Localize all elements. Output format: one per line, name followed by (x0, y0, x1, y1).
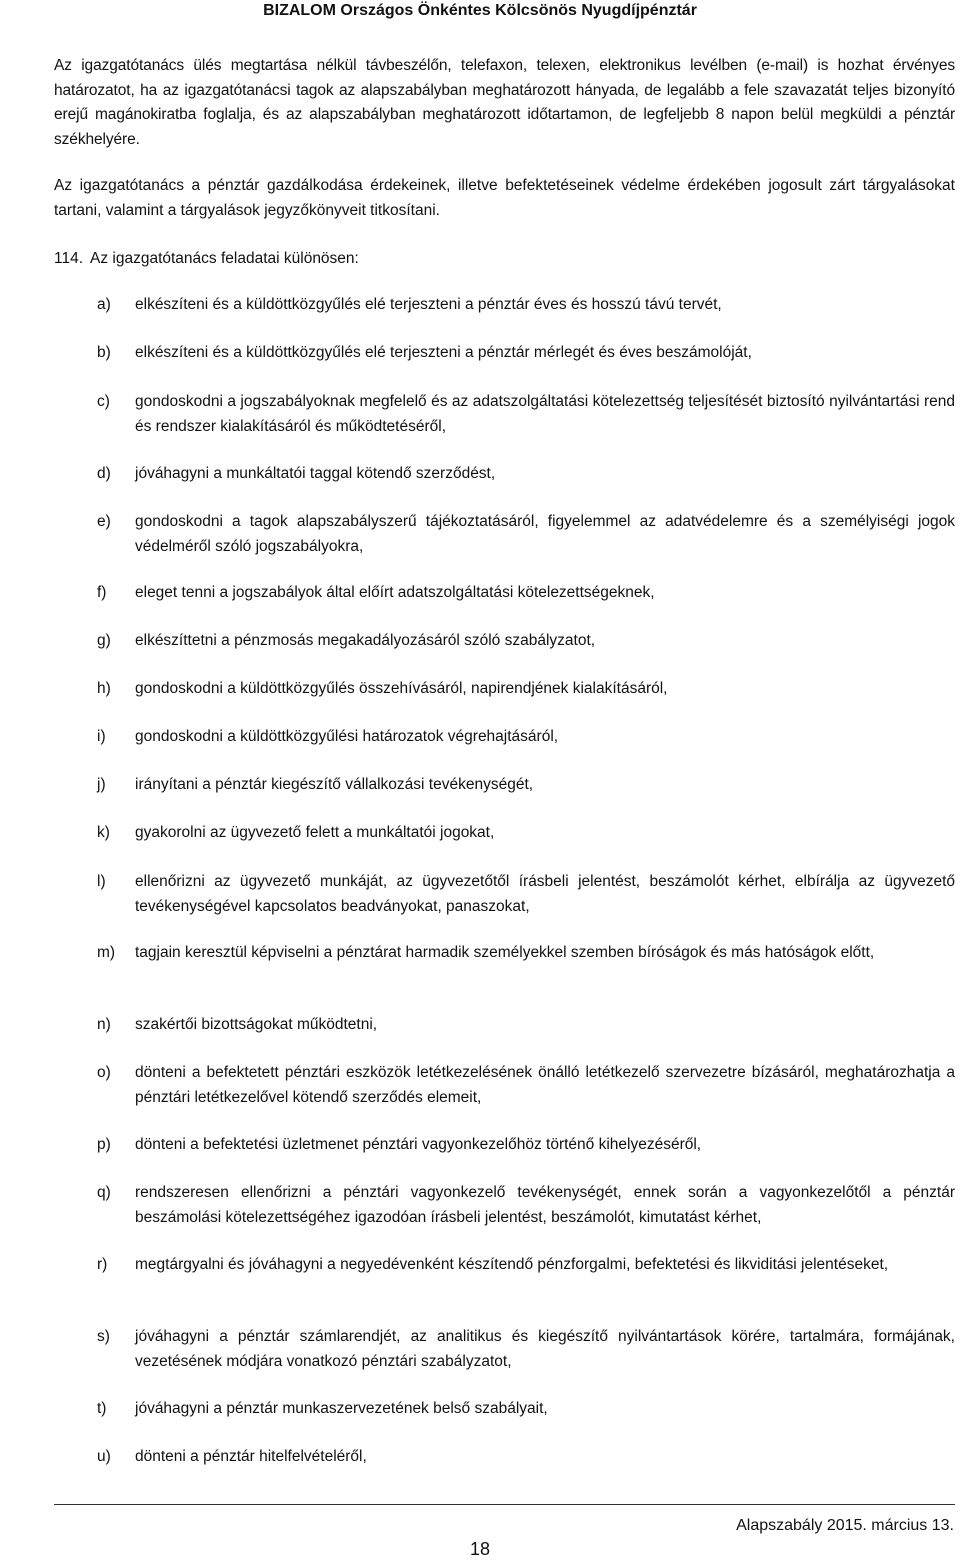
list-item-letter: m) (97, 944, 116, 961)
list-item-text: jóváhagyni a pénztár munkaszervezetének belső szabályait, (135, 1400, 548, 1417)
list-item-text: dönteni a befektetési üzletmenet pénztári vagyonkezelőhöz történő kihelyezéséről, (135, 1136, 702, 1153)
list-item-text: elkészíttetni a pénzmosás megakadályozásáról szóló szabályzatot, (135, 632, 596, 649)
list-item-text: jóváhagyni a pénztár számlarendjét, az analitikus és kiegészítő nyilvántartások körére, tartalmára, formájának, vezetésének módjára vonatkozó pénztári szabályzatot, (135, 1328, 955, 1370)
footer-divider (54, 1504, 955, 1505)
list-item-letter: q) (97, 1184, 111, 1201)
list-item-text: elkészíteni és a küldöttközgyűlés elé terjeszteni a pénztár mérlegét és éves beszámolóját, (135, 344, 752, 361)
section-title: Az igazgatótanács feladatai különösen: (90, 250, 359, 267)
list-item-text: gondoskodni a küldöttközgyűlés összehívásáról, napirendjének kialakításáról, (135, 680, 668, 697)
list-item-letter: b) (97, 344, 111, 361)
list-item-letter: o) (97, 1064, 111, 1081)
list-item-letter: s) (97, 1328, 110, 1345)
list-item-text: jóváhagyni a munkáltatói taggal kötendő szerződést, (135, 465, 496, 482)
list-item-text: elkészíteni és a küldöttközgyűlés elé terjeszteni a pénztár éves és hosszú távú tervét, (135, 296, 722, 313)
list-item-letter: d) (97, 465, 111, 482)
list-item-letter: c) (97, 393, 110, 410)
list-item-letter: f) (97, 584, 107, 601)
list-item-text: rendszeresen ellenőrizni a pénztári vagyonkezelő tevékenységét, ennek során a vagyonkezelőtől a pénztár beszámolási kötelezettségéhez igazodóan írásbeli jelentést, beszámolót, kimutatást kérhet, (135, 1184, 955, 1226)
list-item-letter: h) (97, 680, 111, 697)
list-item-letter: t) (97, 1400, 107, 1417)
list-item-letter: l) (97, 873, 106, 890)
paragraph-closed-sessions: Az igazgatótanács a pénztár gazdálkodása érdekeinek, illetve befektetéseinek védelme érdekében jogosult zárt tárgyalásokat tartani, valamint a tárgyalások jegyzőkönyveit titkosítani. (54, 177, 955, 219)
list-item-text: gondoskodni a tagok alapszabályszerű tájékoztatásáról, figyelemmel az adatvédelemre és a személyiségi jogok védelméről szóló jogszabályokra, (135, 513, 955, 555)
list-item-letter: j) (97, 776, 106, 793)
list-item-text: gondoskodni a jogszabályoknak megfelelő és az adatszolgáltatási kötelezettség teljesítését biztosító nyilvántartási rend és rendszer kialakításáról és működtetéséről, (135, 393, 955, 435)
list-item-text: szakértői bizottságokat működtetni, (135, 1016, 378, 1033)
list-item-text: ellenőrizni az ügyvezető munkáját, az ügyvezetőtől írásbeli jelentést, beszámolót kérhet, elbírálja az ügyvezető tevékenységével kapcsolatos beadványokat, panaszokat, (135, 873, 955, 915)
document-header-title: BIZALOM Országos Önkéntes Kölcsönös Nyugdíjpénztár (263, 2, 697, 19)
list-item-text: gondoskodni a küldöttközgyűlési határozatok végrehajtásáról, (135, 728, 559, 745)
list-item-text: irányítani a pénztár kiegészítő vállalkozási tevékenységét, (135, 776, 534, 793)
list-item-letter: g) (97, 632, 111, 649)
list-item-text: dönteni a pénztár hitelfelvételéről, (135, 1448, 367, 1465)
list-item-text: tagjain keresztül képviselni a pénztárat harmadik személyekkel szemben bíróságok és más hatóságok előtt, (135, 944, 875, 961)
list-item-letter: i) (97, 728, 106, 745)
list-item-text: dönteni a befektetett pénztári eszközök letétkezelésének önálló letétkezelő szervezetre bízásáról, meghatározhatja a pénztári letétkezelővel kötendő szerződés elemeit, (135, 1064, 955, 1106)
footer-date-label: Alapszabály 2015. március 13. (736, 1517, 954, 1534)
list-item-letter: a) (97, 296, 111, 313)
list-item-text: eleget tenni a jogszabályok által előírt adatszolgáltatási kötelezettségeknek, (135, 584, 655, 601)
list-item-text: gyakorolni az ügyvezető felett a munkáltatói jogokat, (135, 824, 495, 841)
list-item-letter: n) (97, 1016, 111, 1033)
page-number: 18 (469, 1539, 491, 1559)
list-item-letter: p) (97, 1136, 111, 1153)
section-number: 114. (54, 250, 84, 267)
list-item-letter: u) (97, 1448, 111, 1465)
list-item-letter: r) (97, 1256, 108, 1273)
list-item-letter: e) (97, 513, 111, 530)
list-item-text: megtárgyalni és jóváhagyni a negyedévenként készítendő pénzforgalmi, befektetési és likviditási jelentéseket, (135, 1256, 889, 1273)
list-item-letter: k) (97, 824, 110, 841)
paragraph-remote-decision: Az igazgatótanács ülés megtartása nélkül távbeszélőn, telefaxon, telexen, elektronikus levélben (e-mail) is hozhat érvényes határozatot, ha az igazgatótanácsi tagok az alapszabályban meghatározott hányada, de legalább a fele szavazatát teljes bizonyító erejű magánokiratba foglalja, és az alapszabályban meghatározott időtartamon, de legfeljebb 8 napon belül megküldi a pénztár székhelyére. (54, 57, 955, 148)
